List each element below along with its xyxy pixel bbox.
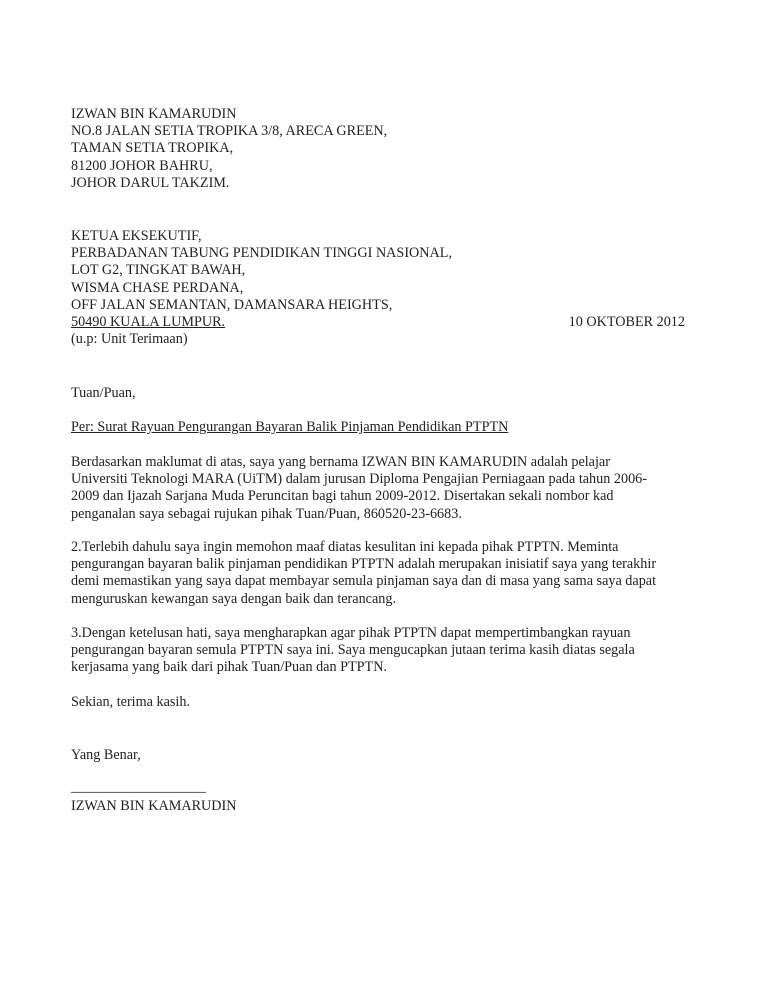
recipient-city: 50490 KUALA LUMPUR. xyxy=(71,314,226,331)
sender-line: JOHOR DARUL TAKZIM. xyxy=(71,174,230,191)
sender-line: 81200 JOHOR BAHRU, xyxy=(71,157,213,174)
paragraph-line: demi memastikan yang saya dapat membayar semula pinjaman saya dan di masa yang sama saya dapat xyxy=(71,573,657,590)
sender-line: IZWAN BIN KAMARUDIN xyxy=(71,106,237,122)
subject-line: Per: Surat Rayuan Pengurangan Bayaran Balik Pinjaman Pendidikan PTPTN xyxy=(71,419,509,435)
paragraph-line: pengurangan bayaran semula PTPTN saya ini. Saya mengucapkan jutaan terima kasih diatas segala xyxy=(71,642,635,659)
paragraph-line: 3.Dengan ketelusan hati, saya mengharapkan agar pihak PTPTN dapat mempertimbangkan rayuan xyxy=(71,625,631,641)
recipient-line: LOT G2, TINGKAT BAWAH, xyxy=(71,262,246,279)
recipient-line: WISMA CHASE PERDANA, xyxy=(71,279,244,296)
paragraph-line: pengurangan bayaran balik pinjaman pendidikan PTPTN adalah merupakan inisiatif saya yang terakhir xyxy=(71,556,657,573)
sender-line: TAMAN SETIA TROPIKA, xyxy=(71,140,234,157)
signature-name: IZWAN BIN KAMARUDIN xyxy=(71,798,237,814)
valediction: Yang Benar, xyxy=(71,747,141,763)
letter-date: 10 OKTOBER 2012 xyxy=(568,314,685,331)
signature-line: ___________________ xyxy=(71,779,206,795)
paragraph-line: penganalan saya sebagai rujukan pihak Tuan/Puan, 860520-23-6683. xyxy=(71,505,462,522)
body-paragraph xyxy=(71,454,691,523)
city-date-row xyxy=(71,314,685,331)
attention-line: (u.p: Unit Terimaan) xyxy=(71,331,188,348)
paragraph-line: 2009 dan Ijazah Sarjana Muda Peruncitan bagi tahun 2009-2012. Disertakan sekali nombor kad xyxy=(71,488,614,505)
body-paragraph xyxy=(71,539,691,608)
paragraph-line: 2.Terlebih dahulu saya ingin memohon maaf diatas kesulitan ini kepada pihak PTPTN. Meminta xyxy=(71,539,619,555)
paragraph-line: Berdasarkan maklumat di atas, saya yang bernama IZWAN BIN KAMARUDIN adalah pelajar xyxy=(71,454,610,470)
recipient-line: KETUA EKSEKUTIF, xyxy=(71,228,202,244)
sender-address xyxy=(71,106,387,192)
closing-remark: Sekian, terima kasih. xyxy=(71,694,190,710)
sender-line: NO.8 JALAN SETIA TROPIKA 3/8, ARECA GREEN, xyxy=(71,123,388,140)
salutation: Tuan/Puan, xyxy=(71,385,136,401)
body-paragraph xyxy=(71,625,691,677)
paragraph-line: Universiti Teknologi MARA (UiTM) dalam jurusan Diploma Pengajian Perniagaan pada tahun 2006- xyxy=(71,471,647,488)
paragraph-line: kerjasama yang baik dari pihak Tuan/Puan dan PTPTN. xyxy=(71,659,388,676)
recipient-line: PERBADANAN TABUNG PENDIDIKAN TINGGI NASIONAL, xyxy=(71,245,452,262)
paragraph-line: menguruskan kewangan saya dengan baik dan terancang. xyxy=(71,590,397,607)
recipient-address xyxy=(71,228,691,348)
recipient-line: OFF JALAN SEMANTAN, DAMANSARA HEIGHTS, xyxy=(71,296,393,313)
